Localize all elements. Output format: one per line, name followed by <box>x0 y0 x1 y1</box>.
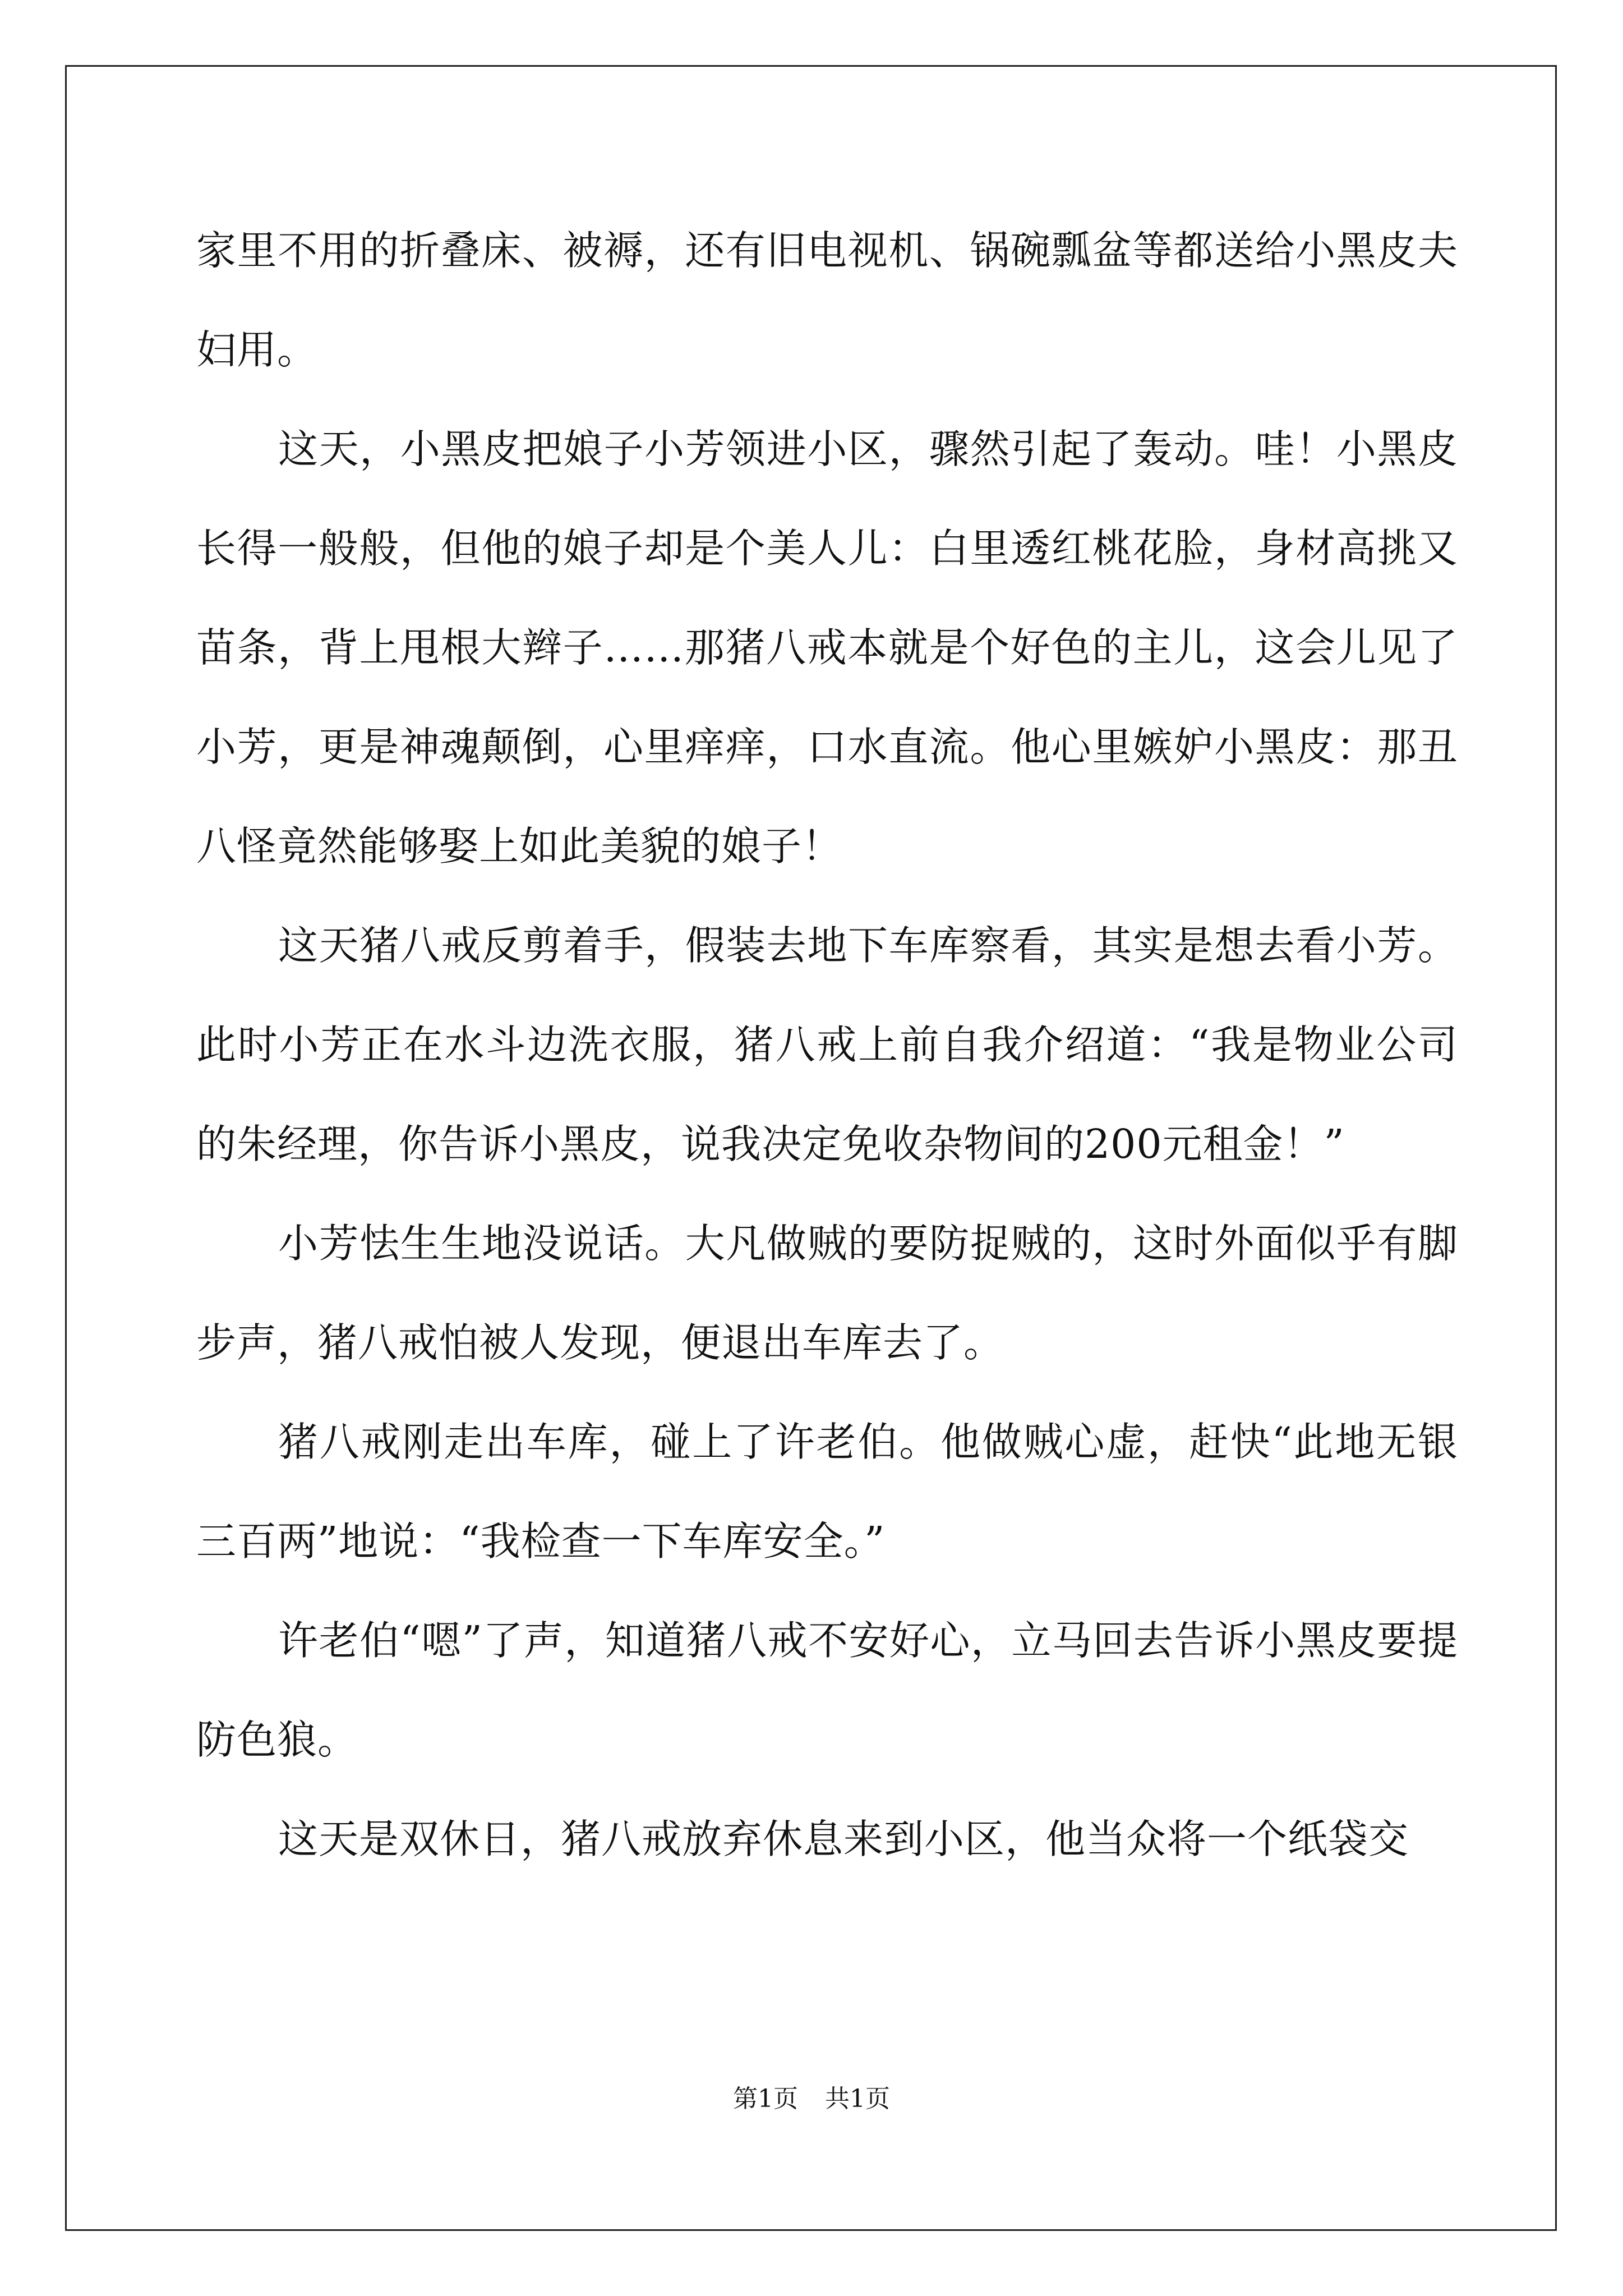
page-number: 第1页 <box>733 2085 798 2113</box>
paragraph: 许老伯“嗯”了声，知道猪八戒不安好心，立马回去告诉小黑皮要提防色狼。 <box>196 1617 1458 1763</box>
paragraph: 猪八戒刚走出车库，碰上了许老伯。他做贼心虚，赶快“此地无银三百两”地说：“我检查一下车库安全。” <box>196 1419 1458 1565</box>
paragraph: 这天是双休日，猪八戒放弃休息来到小区，他当众将一个纸袋交 <box>278 1816 1409 1862</box>
paragraph: 小芳怯生生地没说话。大凡做贼的要防捉贼的，这时外面似乎有脚步声，猪八戒怕被人发现，便退出车库去了。 <box>196 1220 1458 1366</box>
document-body <box>196 201 1458 1889</box>
paragraph: 这天猪八戒反剪着手，假装去地下车库察看，其实是想去看小芳。此时小芳正在水斗边洗衣服，猪八戒上前自我介绍道：“我是物业公司的朱经理，你告诉小黑皮，说我决定免收杂物间的200元租金！” <box>196 922 1458 1167</box>
paragraph: 这天，小黑皮把娘子小芳领进小区，骤然引起了轰动。哇！小黑皮长得一般般，但他的娘子却是个美人儿：白里透红桃花脸，身材高挑又苗条，背上甩根大辫子……那猪八戒本就是个好色的主儿，这会儿见了小芳，更是神魂颠倒，心里痒痒，口水直流。他心里嫉妒小黑皮：那丑八怪竟然能够娶上如此美貌的娘子！ <box>196 426 1458 869</box>
page-footer <box>0 2078 1623 2114</box>
paragraph: 家里不用的折叠床、被褥，还有旧电视机、锅碗瓢盆等都送给小黑皮夫妇用。 <box>196 227 1458 373</box>
page-total: 共1页 <box>825 2085 890 2113</box>
